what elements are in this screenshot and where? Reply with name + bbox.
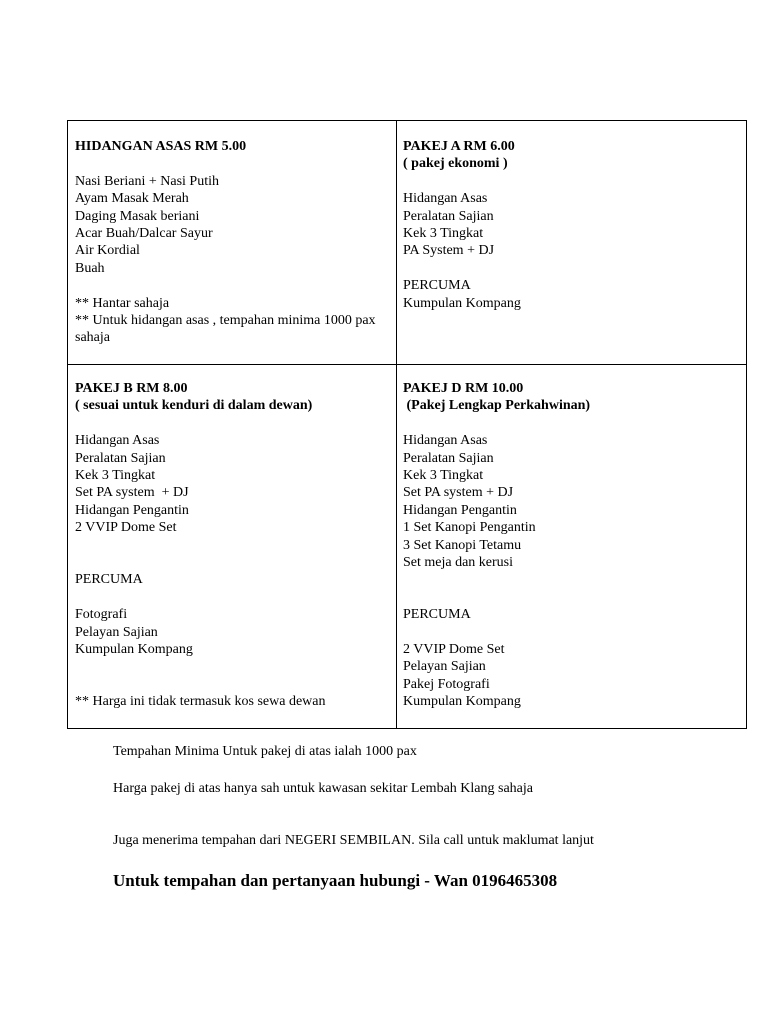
pakej-a-free-item: Kumpulan Kompang (403, 295, 521, 311)
pakej-a-item: Peralatan Sajian (403, 208, 494, 224)
pakej-a-title: PAKEJ A RM 6.00 (403, 139, 515, 154)
pakej-d-item: Hidangan Asas (403, 433, 488, 449)
pakej-b-item: Hidangan Pengantin (75, 502, 189, 518)
pakej-d-item: Peralatan Sajian (403, 450, 494, 466)
pakej-a-free-heading: PERCUMA (403, 278, 471, 294)
table-divider-horizontal (68, 364, 746, 365)
pakej-b-free-item: Pelayan Sajian (75, 624, 158, 640)
package-table (67, 120, 747, 729)
table-divider-vertical (396, 121, 397, 728)
pakej-b-item: Set PA system + DJ (75, 485, 189, 501)
pakej-b-note: ** Harga ini tidak termasuk kos sewa dewan (75, 694, 326, 710)
pakej-a-item: Kek 3 Tingkat (403, 226, 484, 242)
minimum-order-note: Tempahan Minima Untuk pakej di atas ialah 1000 pax (113, 744, 417, 759)
asas-item: Air Kordial (75, 243, 140, 259)
pakej-d-item: Set meja dan kerusi (403, 555, 514, 571)
pakej-d-title: PAKEJ D RM 10.00 (403, 381, 524, 396)
pakej-d-free-item: 2 VVIP Dome Set (403, 642, 505, 658)
pakej-d-free-item: Kumpulan Kompang (403, 694, 521, 710)
pakej-b-item: Peralatan Sajian (75, 450, 166, 466)
negeri-note: Juga menerima tempahan dari NEGERI SEMBILAN. Sila call untuk maklumat lanjut (113, 833, 594, 848)
pakej-d-item: 1 Set Kanopi Pengantin (403, 520, 536, 536)
asas-note: ** Hantar sahaja (75, 295, 170, 311)
asas-item: Nasi Beriani + Nasi Putih (75, 173, 219, 189)
pakej-d-item: Kek 3 Tingkat (403, 468, 484, 484)
area-note: Harga pakej di atas hanya sah untuk kawasan sekitar Lembah Klang sahaja (113, 781, 533, 796)
pakej-d-item: Hidangan Pengantin (403, 502, 517, 518)
pakej-d-free-item: Pelayan Sajian (403, 659, 486, 675)
asas-item: Acar Buah/Dalcar Sayur (75, 226, 213, 242)
pakej-d-item: Set PA system + DJ (403, 485, 514, 501)
pakej-b-subtitle: ( sesuai untuk kenduri di dalam dewan) (75, 398, 313, 414)
pakej-b-free-heading: PERCUMA (75, 572, 143, 588)
pakej-b-free-item: Fotografi (75, 607, 128, 623)
cell-pakej-b (75, 380, 390, 711)
asas-note: ** Untuk hidangan asas , tempahan minima 1000 pax sahaja (75, 313, 376, 346)
pakej-b-item: Hidangan Asas (75, 433, 160, 449)
pakej-b-free-item: Kumpulan Kompang (75, 642, 193, 658)
cell-pakej-a (403, 138, 738, 312)
pakej-d-free-heading: PERCUMA (403, 607, 471, 623)
asas-item: Buah (75, 260, 105, 276)
asas-title: HIDANGAN ASAS RM 5.00 (75, 139, 247, 154)
pakej-b-item: 2 VVIP Dome Set (75, 520, 177, 536)
contact-line: Untuk tempahan dan pertanyaan hubungi - Wan 0196465308 (113, 871, 558, 890)
pakej-b-title: PAKEJ B RM 8.00 (75, 381, 188, 396)
asas-item: Ayam Masak Merah (75, 191, 189, 207)
pakej-d-item: 3 Set Kanopi Tetamu (403, 537, 522, 553)
pakej-a-subtitle: ( pakej ekonomi ) (403, 156, 508, 172)
cell-pakej-d (403, 380, 738, 711)
asas-item: Daging Masak beriani (75, 208, 200, 224)
pakej-d-free-item: Pakej Fotografi (403, 676, 490, 692)
pakej-a-item: Hidangan Asas (403, 191, 488, 207)
pakej-b-item: Kek 3 Tingkat (75, 468, 156, 484)
pakej-a-item: PA System + DJ (403, 243, 495, 259)
cell-hidangan-asas (75, 138, 390, 347)
pakej-d-subtitle: (Pakej Lengkap Perkahwinan) (403, 398, 591, 414)
